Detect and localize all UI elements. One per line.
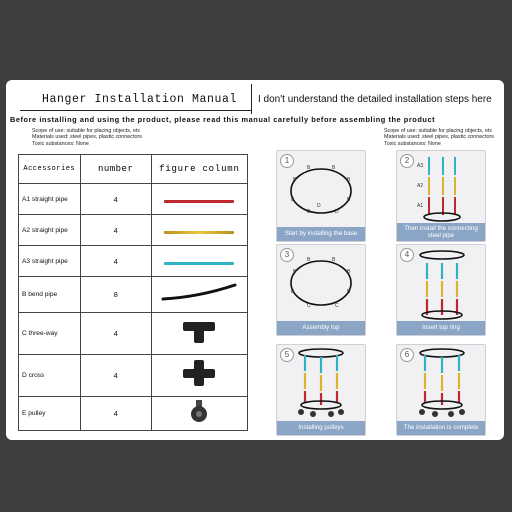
row-name: A1 straight pipe (19, 184, 81, 215)
label-a1: A1 (417, 203, 424, 209)
table-row (19, 246, 248, 277)
label-b: B (347, 269, 351, 275)
step-3-panel (276, 244, 366, 336)
row-figure (151, 184, 247, 215)
scope-right-line3: Toxic substances: None (384, 140, 441, 147)
manual-sheet (6, 80, 504, 440)
table-row (19, 277, 248, 313)
row-name: A2 straight pipe (19, 215, 81, 246)
accessories-table (18, 154, 248, 431)
table-row (19, 184, 248, 215)
scope-left-line1: Scope of use: suitable for placing objects, etc (32, 128, 141, 134)
step-caption: Then install the connecting steel pipe (397, 223, 485, 241)
row-figure (151, 397, 247, 431)
pulleys-diagram (277, 345, 365, 421)
row-name: E pulley (19, 397, 81, 431)
row-name: A3 straight pipe (19, 246, 81, 277)
table-row (19, 397, 248, 431)
row-count: 4 (80, 246, 151, 277)
three-way-connector-icon (179, 316, 219, 346)
completed-rack-diagram (397, 345, 485, 421)
step-number: 2 (400, 154, 414, 168)
scope-right-line2: Materials used: steel pipes, plastic connectors (384, 134, 494, 141)
step-caption: Installing pulleys (277, 421, 365, 435)
label-c: C (307, 303, 311, 309)
label-b: B (307, 257, 311, 263)
manual-title: Hanger Installation Manual (42, 93, 238, 106)
table-row (19, 313, 248, 355)
table-row (19, 215, 248, 246)
step-number: 6 (400, 348, 414, 362)
cyan-pipe-icon (164, 262, 234, 265)
base-ring-diagram (277, 151, 365, 227)
bend-pipe-icon (159, 281, 239, 303)
step-caption: Start by installing the base (277, 227, 365, 241)
label-b: B (293, 177, 297, 183)
row-figure (151, 313, 247, 355)
scope-right-line1: Scope of use: suitable for placing objects, etc (384, 128, 493, 134)
step-6-panel (396, 344, 486, 436)
label-b: B (291, 197, 295, 203)
row-count: 4 (80, 313, 151, 355)
pulley-wheel-icon (184, 398, 214, 424)
scope-left (32, 128, 142, 147)
header-accessories: Accessories (19, 155, 81, 184)
row-count: 4 (80, 397, 151, 431)
row-name: D cross (19, 355, 81, 397)
row-count: 4 (80, 355, 151, 397)
step-number: 4 (400, 248, 414, 262)
row-count: 4 (80, 215, 151, 246)
row-count: 8 (80, 277, 151, 313)
step-number: 5 (280, 348, 294, 362)
step-number: 1 (280, 154, 294, 168)
step-caption: Insert top ring (397, 321, 485, 335)
step-4-panel (396, 244, 486, 336)
label-b: B (332, 257, 336, 263)
top-ring-diagram (277, 245, 365, 321)
row-figure (151, 246, 247, 277)
scope-right (384, 128, 494, 147)
label-a3: A3 (417, 163, 424, 169)
row-figure (151, 277, 247, 313)
help-note: I don't understand the detailed installation steps here (258, 94, 492, 105)
row-count: 4 (80, 184, 151, 215)
title-divider (251, 84, 252, 114)
step-caption: Assembly top (277, 321, 365, 335)
label-d: D (307, 209, 311, 215)
step-2-panel (396, 150, 486, 242)
connecting-pipes-diagram (397, 151, 485, 225)
step-number: 3 (280, 248, 294, 262)
label-b: B (347, 197, 351, 203)
label-b: B (347, 289, 351, 295)
scope-left-line2: Materials used: steel pipes, plastic connectors (32, 134, 142, 141)
row-name: B bend pipe (19, 277, 81, 313)
title-box (20, 88, 252, 111)
read-notice: Before installing and using the product, please read this manual carefully before assembling the product (10, 115, 436, 124)
label-b: B (347, 177, 351, 183)
insert-top-ring-diagram (397, 245, 485, 321)
label-a2: A2 (417, 183, 424, 189)
step-5-panel (276, 344, 366, 436)
label-b: B (332, 165, 336, 171)
label-b: B (291, 289, 295, 295)
table-header-row (19, 155, 248, 184)
header-figure: figure column (151, 155, 247, 184)
label-d: D (317, 203, 321, 209)
red-pipe-icon (164, 200, 234, 203)
row-figure (151, 215, 247, 246)
step-caption: The installation is complete (397, 421, 485, 435)
header-number: number (80, 155, 151, 184)
step-1-panel (276, 150, 366, 242)
scope-left-line3: Toxic substances: None (32, 140, 89, 147)
table-row (19, 355, 248, 397)
yellow-pipe-icon (164, 231, 234, 234)
row-figure (151, 355, 247, 397)
label-b: B (293, 269, 297, 275)
label-c: C (335, 303, 339, 309)
row-name: C three-way (19, 313, 81, 355)
label-d: D (335, 209, 339, 215)
cross-connector-icon (179, 357, 219, 389)
label-b: B (307, 165, 311, 171)
